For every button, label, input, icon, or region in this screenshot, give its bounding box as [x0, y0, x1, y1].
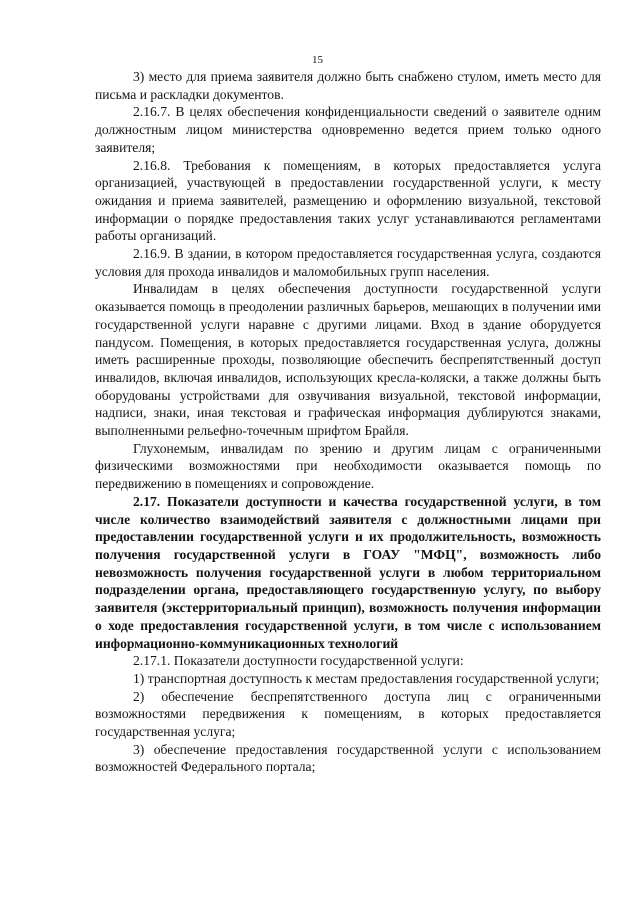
list-item-transport: 1) транспортная доступность к местам предоставления государственной услуги; [133, 670, 600, 686]
list-item-access: 2) обеспечение беспрепятственного доступа лиц с ограниченными возможностями передвижения к помещениям, в которых предоставляется государственная услуга; [95, 688, 601, 740]
paragraph-2-16-9: 2.16.9. В здании, в котором предоставляется государственная услуга, создаются условия для прохода инвалидов и маломобильных групп населения. [95, 246, 601, 279]
page-number: 15 [312, 54, 323, 66]
paragraph-item-3-workplace: 3) место для приема заявителя должно быть снабжено стулом, иметь место для письма и раскладки документов. [95, 69, 601, 102]
paragraph-2-16-7: 2.16.7. В целях обеспечения конфиденциальности сведений о заявителе одним должностным лицом министерства одновременно ведется прием только одного заявителя; [95, 104, 601, 155]
document-body [95, 68, 601, 776]
paragraph-2-16-8: 2.16.8. Требования к помещениям, в которых предоставляется услуга организацией, участвующей в предоставлении государственной услуги, к месту ожидания и приема заявителей, размещению и оформлению визуальной, текстовой информации о порядке предоставления таких услуг устанавливаются регламентами работы организаций. [95, 157, 601, 244]
section-heading-2-17: 2.17. Показатели доступности и качества государственной услуги, в том числе количество взаимодействий заявителя с должностными лицами при предоставлении государственной услуги и их продолжительность, возможность получения государственной услуги в ГОАУ "МФЦ", возможность либо невозможность получения государственной услуги в любом территориальном подразделении органа, предоставляющего государственную услугу, по выбору заявителя (экстерриториальный принцип), возможность получения информации о ходе предоставления государственной услуги, в том числе с использованием информационно-коммуникационных технологий [95, 493, 601, 651]
paragraph-deaf-assistance: Глухонемым, инвалидам по зрению и другим лицам с ограниченными физическими возможностями при необходимости оказывается помощь по передвижению в помещениях и сопровождение. [95, 440, 601, 492]
subsection-2-17-1: 2.17.1. Показатели доступности государственной услуги: [133, 653, 464, 669]
paragraph-disabled-assistance: Инвалидам в целях обеспечения доступности государственной услуги оказывается помощь в преодолении различных барьеров, мешающих в получении ими государственной услуги наравне с другими лицами. Вход в здание оборудуется пандусом. Помещения, в которых предоставляется государственная услуга, должны иметь расширенные проходы, позволяющие обеспечить беспрепятственный доступ инвалидов, включая инвалидов, использующих кресла-коляски, а также должны быть оборудованы устройствами для озвучивания визуальной, текстовой информации, надписи, знаки, иная текстовая и графическая информация дублируются знаками, выполненными рельефно-точечным шрифтом Брайля. [95, 281, 601, 439]
list-item-portal: 3) обеспечение предоставления государственной услуги с использованием возможностей Федерального портала; [95, 741, 601, 775]
